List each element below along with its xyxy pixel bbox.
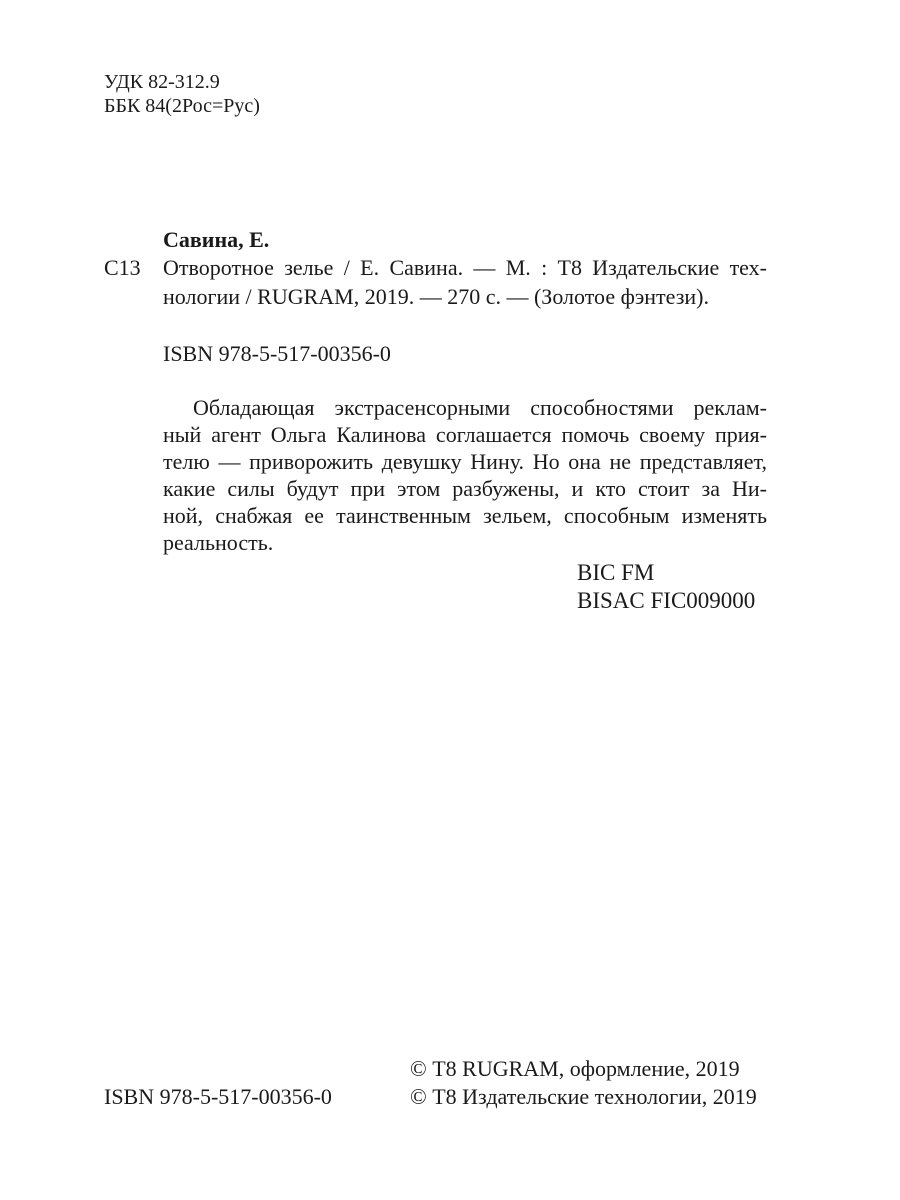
copyright-design: © Т8 RUGRAM, оформление, 2019 — [410, 1056, 740, 1081]
annotation-line: какие силы будут при этом разбужены, и кто стоит за Ни- — [163, 476, 767, 501]
bic-code: BIC FM — [577, 560, 655, 585]
isbn-footer: ISBN 978-5-517-00356-0 — [104, 1084, 332, 1109]
annotation-line: ный агент Ольга Калинова соглашается помочь своему прия- — [163, 422, 767, 447]
copyright-publisher: © Т8 Издательские технологии, 2019 — [410, 1084, 757, 1109]
annotation-paragraph — [163, 394, 767, 556]
bbk-code: ББК 84(2Рос=Рус) — [104, 95, 260, 117]
annotation-line: Обладающая экстрасенсорными способностями реклам- — [193, 395, 767, 420]
bibliographic-description-line-1: Отворотное зелье / Е. Савина. — М. : Т8 Издательские тех- — [163, 255, 767, 280]
bisac-code: BISAC FIC009000 — [577, 588, 756, 613]
annotation-line: реальность. — [163, 530, 274, 555]
udk-code: УДК 82-312.9 — [104, 71, 220, 93]
annotation-line: ной, снабжая ее таинственным зельем, способным изменять — [163, 503, 767, 528]
isbn-record: ISBN 978-5-517-00356-0 — [163, 341, 391, 366]
author-heading: Савина, Е. — [163, 227, 270, 252]
cutter-code: С13 — [104, 255, 141, 280]
annotation-line: телю — приворожить девушку Нину. Но она не представляет, — [163, 449, 767, 474]
bibliographic-description-line-2: нологии / RUGRAM, 2019. — 270 с. — (Золотое фэнтези). — [163, 284, 709, 309]
